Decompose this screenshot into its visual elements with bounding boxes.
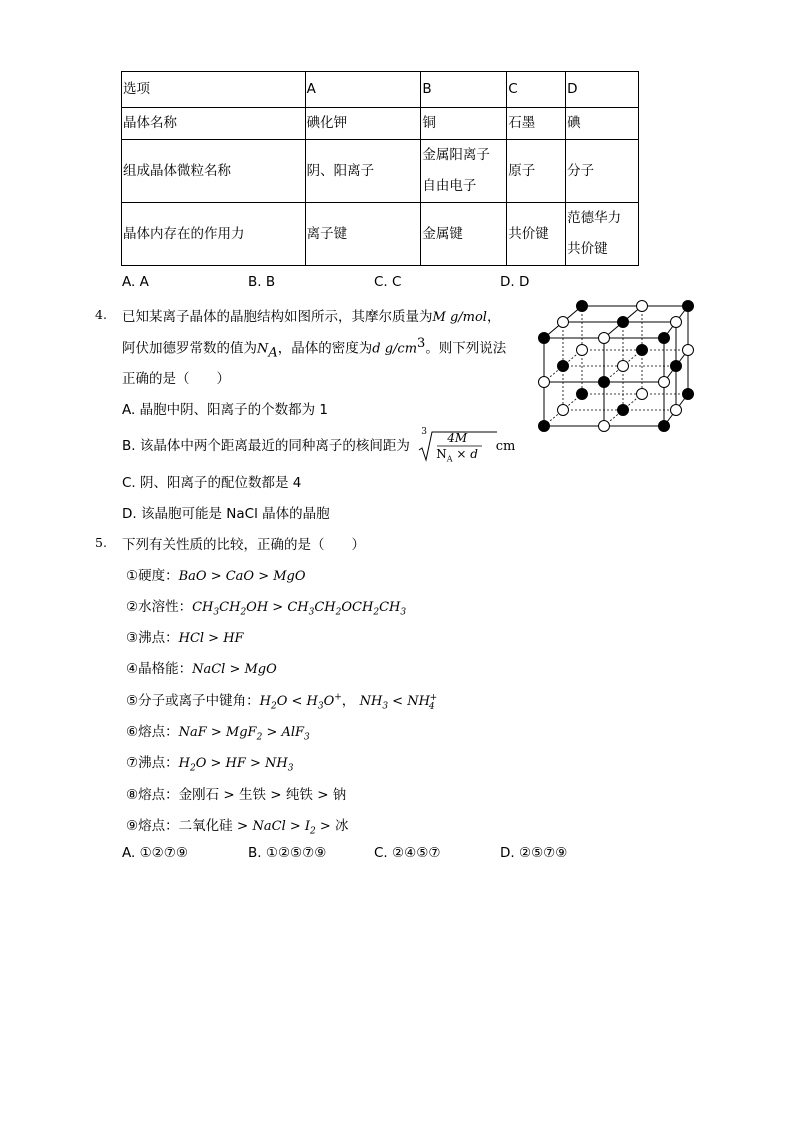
crystal-lattice-figure — [536, 300, 696, 432]
text: 阿伏加德罗常数的值为 — [122, 340, 257, 357]
math-expr: 金刚石 > 生铁 > 纯铁 > 钠 — [178, 787, 347, 803]
fraction-numerator: 4M — [447, 431, 468, 445]
table-cell: 石墨 — [507, 108, 566, 140]
math-expr: HCl > HF — [178, 631, 244, 646]
radical-expr — [414, 427, 494, 464]
radical-index: 3 — [421, 427, 428, 437]
math-expr: NaF > MgF$_2$ > AlF$_3$ — [178, 725, 310, 743]
cell-line: 分子 — [567, 162, 595, 179]
unit: cm — [495, 439, 516, 454]
q5-item: ⑨熔点：二氧化硅 > NaCl > $I_2$ > 冰 — [126, 818, 349, 837]
q5-item — [126, 657, 277, 677]
text: 。则下列说法 — [425, 340, 507, 357]
table-cell: 碘化钾 — [305, 108, 421, 140]
q5-choice-d: D. ②⑤⑦⑨ — [500, 845, 568, 861]
text: ， — [486, 309, 501, 325]
math-expr: $CH_3CH_2OH > CH_3CH_2OCH_2CH_3$ — [192, 600, 407, 618]
options-table — [121, 71, 639, 266]
table-row — [122, 203, 639, 266]
q5-item — [126, 783, 346, 803]
table-cell — [305, 203, 421, 266]
table-header-row — [122, 72, 639, 108]
math-expr: BaO > CaO > MgO — [178, 569, 306, 584]
math-expr: N — [436, 447, 447, 461]
cell-line: 原子 — [508, 162, 536, 179]
table-cell — [566, 203, 639, 266]
item-label: ⑦沸点： — [126, 755, 179, 771]
table-cell: B — [421, 72, 507, 108]
cell-line: 金属键 — [422, 225, 463, 242]
table-cell — [566, 140, 639, 203]
item-label: ③沸点： — [126, 630, 179, 646]
q4-line-2 — [122, 336, 506, 360]
question-number: 4. — [95, 307, 107, 322]
item-label: ④晶格能： — [126, 661, 193, 677]
q4-option-c: C. 阴、阳离子的配位数都是 4 — [122, 475, 302, 491]
table-cell — [305, 140, 421, 203]
text: B. 该晶体中两个距离最近的同种离子的核间距为 — [122, 438, 410, 454]
math-expr: NaCl > $I_2$ > — [252, 819, 335, 837]
math-sub: A — [268, 345, 278, 361]
cell-line: 共价键 — [567, 241, 608, 257]
table-cell: C — [507, 72, 566, 108]
q4-line-1 — [122, 305, 500, 325]
table-cell: 铜 — [421, 108, 507, 140]
q5-choice-c: C. ②④⑤⑦ — [374, 845, 441, 861]
item-label: ⑥熔点： — [126, 724, 179, 740]
table-cell: D — [566, 72, 639, 108]
math-sup: 3 — [417, 336, 426, 351]
table-cell — [507, 140, 566, 203]
text: ，晶体的密度为 — [277, 340, 373, 357]
item-label: ⑤分子或离子中键角： — [126, 693, 260, 709]
q5-choice-b: B. ①②⑤⑦⑨ — [248, 845, 327, 861]
q3-choice-c: C. C — [374, 274, 402, 290]
q5-item — [126, 751, 293, 774]
table-cell: 晶体名称 — [122, 108, 306, 140]
question-number: 5. — [95, 535, 107, 550]
table-row — [122, 108, 639, 140]
q4-option-a: A. 晶胞中阴、阳离子的个数都为 1 — [122, 402, 328, 418]
q3-choice-a: A. A — [122, 274, 149, 290]
q5-stem: 下列有关性质的比较，正确的是（ ） — [122, 537, 365, 553]
item-label: ①硬度： — [126, 568, 179, 584]
q5-choice-a: A. ①②⑦⑨ — [122, 845, 188, 861]
text: 已知某离子晶体的晶胞结构如图所示，其摩尔质量为 — [122, 309, 433, 325]
table-cell — [507, 203, 566, 266]
item-label: ⑨熔点： — [126, 818, 179, 834]
math-expr: M g/mol — [432, 310, 487, 325]
q5-item: ⑤分子或离子中键角：$H_2O < H_3O^+$， $NH_3 < NH_4^+$ — [126, 692, 438, 712]
table-cell: 选项 — [122, 72, 306, 108]
item-label: ⑧熔点： — [126, 787, 179, 803]
table-cell — [421, 203, 507, 266]
q3-choice-b: B. B — [248, 274, 276, 290]
table-cell: 组成晶体微粒名称 — [122, 140, 306, 203]
math-expr: × d — [452, 447, 478, 461]
q4-line-3: 正确的是（ ） — [122, 371, 230, 387]
fraction-denominator — [436, 447, 478, 463]
cell-line: 阴、阳离子 — [306, 162, 375, 179]
q5-item — [126, 626, 244, 646]
cell-line: 共价键 — [508, 225, 549, 242]
table-cell: 碘 — [566, 108, 639, 140]
math-expr: d g/cm — [372, 341, 418, 357]
cell-line: 金属阳离子 — [422, 147, 490, 163]
q4-option-d: D. 该晶胞可能是 NaCl 晶体的晶胞 — [122, 506, 330, 522]
table-cell: 晶体内存在的作用力 — [122, 203, 306, 266]
q5-item — [126, 595, 406, 618]
math-expr: $H_2O < H_3O^+$ — [259, 692, 342, 712]
q5-item — [126, 720, 310, 743]
cell-line: 离子键 — [306, 225, 348, 242]
table-cell: A — [305, 72, 421, 108]
q4-option-b — [122, 427, 516, 464]
table-row — [122, 140, 639, 203]
item-label: ②水溶性： — [126, 599, 193, 615]
table-cell — [421, 140, 507, 203]
math-expr: $H_2O$ > HF > $NH_3$ — [178, 756, 294, 774]
math-expr: N — [257, 341, 269, 357]
math-expr: $NH_3 < NH_4^+$ — [359, 692, 438, 712]
q3-choice-d: D. D — [500, 274, 530, 290]
math-expr: NaCl > MgO — [192, 662, 277, 677]
math-sub: A — [446, 454, 453, 464]
q5-item — [126, 564, 306, 584]
cell-line: 范德华力 — [567, 210, 622, 226]
cell-line: 自由电子 — [422, 178, 477, 194]
